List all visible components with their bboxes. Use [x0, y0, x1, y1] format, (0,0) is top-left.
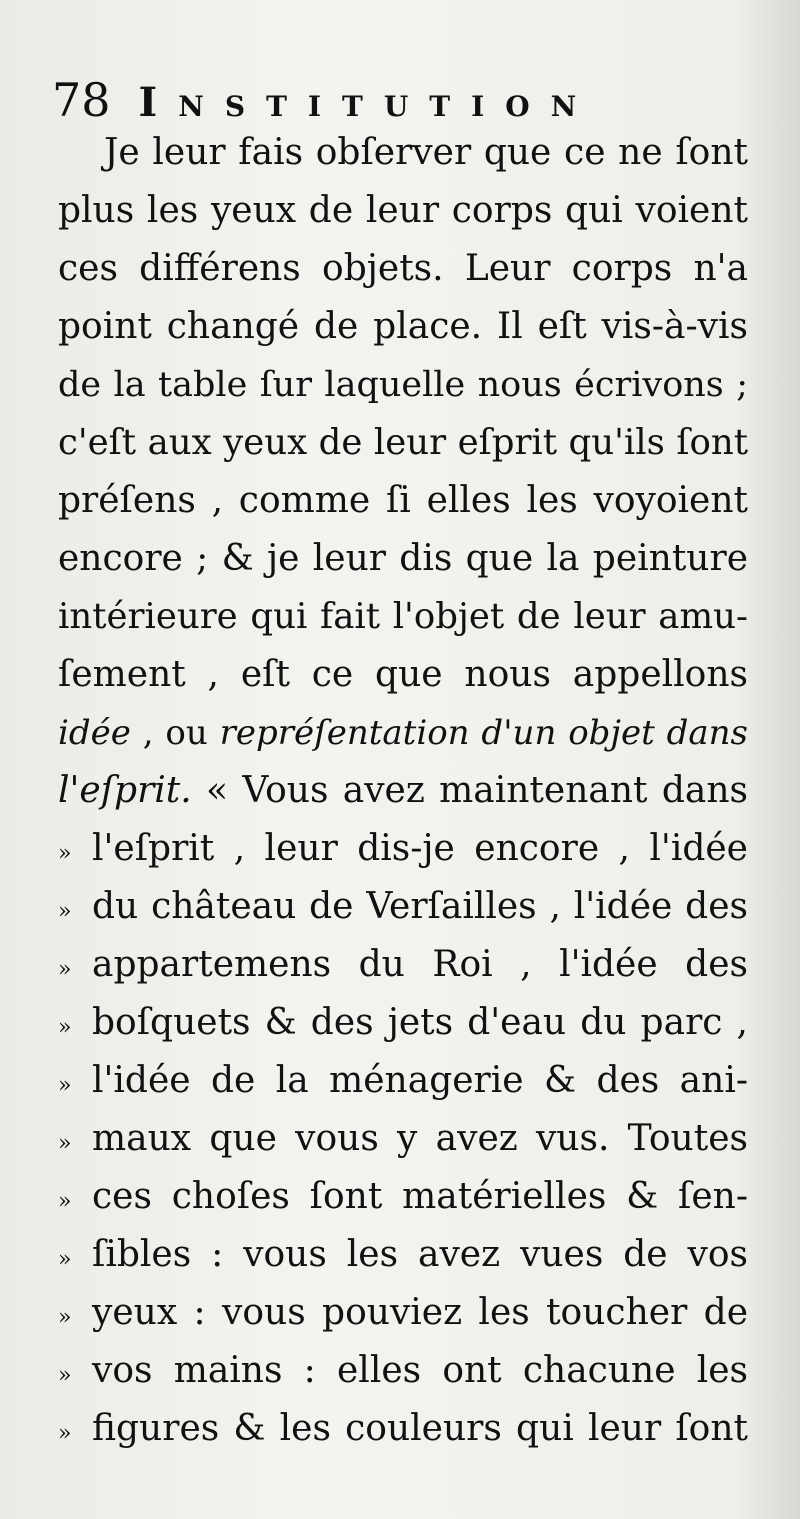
- line-text: [92, 1052, 748, 1110]
- text-line: [58, 182, 748, 240]
- guillemet-mark: »: [58, 1189, 72, 1214]
- roman-text: appartemens du Roi , l'idée des: [92, 944, 748, 985]
- line-text: [58, 298, 748, 356]
- line-text: [58, 356, 748, 414]
- italic-text: idée: [58, 713, 131, 753]
- line-text: [58, 762, 748, 820]
- roman-text: l'idée de la ménagerie & des ani-: [92, 1060, 748, 1101]
- text-line: [58, 1400, 748, 1458]
- text-line: [58, 588, 748, 646]
- line-text: [58, 530, 748, 588]
- roman-text: figures & les couleurs qui leur ſont: [92, 1408, 748, 1449]
- text-line: [58, 1226, 748, 1284]
- line-text: [58, 124, 748, 182]
- text-line: [58, 298, 748, 356]
- roman-text: ces différens objets. Leur corps n'a: [58, 248, 748, 289]
- roman-text: c'eſt aux yeux de leur eſprit qu'ils ſont: [58, 422, 748, 463]
- text-line: [58, 1052, 748, 1110]
- roman-text: du château de Verſailles , l'idée des: [92, 886, 748, 927]
- text-line: [58, 646, 748, 704]
- line-text: [92, 936, 748, 994]
- guillemet-mark: »: [58, 1131, 72, 1156]
- guillemet-mark: »: [58, 841, 72, 866]
- guillemet-mark: »: [58, 1421, 72, 1446]
- line-text: [92, 1284, 748, 1342]
- text-line: [58, 530, 748, 588]
- line-text: [58, 646, 748, 704]
- text-line: [58, 472, 748, 530]
- roman-text: ces choſes ſont matérielles & ſen-: [92, 1176, 748, 1217]
- line-text: [58, 588, 748, 646]
- text-line: [58, 414, 748, 472]
- roman-text: boſquets & des jets d'eau du parc ,: [92, 1002, 748, 1043]
- roman-text: de la table ſur laquelle nous écrivons ;: [58, 365, 748, 405]
- line-text: [92, 994, 748, 1052]
- guillemet-mark: »: [58, 1247, 72, 1272]
- text-line: [58, 820, 748, 878]
- roman-text: point changé de place. Il eſt vis-à-vis: [58, 306, 748, 347]
- text-line: [58, 240, 748, 298]
- text-line: [58, 762, 748, 820]
- line-text: [58, 240, 748, 298]
- running-head-title: Institution: [138, 79, 598, 126]
- body-text: [58, 124, 748, 1458]
- text-line: [58, 1284, 748, 1342]
- line-text: [92, 1400, 748, 1458]
- roman-text: ſement , eſt ce que nous appellons: [58, 654, 748, 695]
- italic-text: l'eſprit.: [58, 770, 192, 811]
- roman-text: ſibles : vous les avez vues de vos: [92, 1234, 748, 1275]
- line-text: [92, 878, 748, 936]
- line-text: [58, 472, 748, 530]
- line-text: [58, 182, 748, 240]
- text-line: [58, 1110, 748, 1168]
- italic-text: repréſentation d'un objet dans: [219, 713, 748, 753]
- roman-text: préſens , comme ſi elles les voyoient: [58, 480, 748, 521]
- line-text: [58, 414, 748, 472]
- line-text: [58, 704, 748, 762]
- guillemet-mark: »: [58, 957, 72, 982]
- guillemet-mark: »: [58, 1073, 72, 1098]
- text-line: [58, 878, 748, 936]
- running-head: [52, 68, 752, 132]
- roman-text: , ou: [130, 713, 220, 753]
- roman-text: intérieure qui fait l'objet de leur amu-: [58, 596, 748, 637]
- text-line: [58, 936, 748, 994]
- guillemet-mark: »: [58, 1015, 72, 1040]
- roman-text: « Vous avez maintenant dans: [191, 770, 748, 811]
- roman-text: vos mains : elles ont chacune les: [92, 1350, 748, 1391]
- line-text: [92, 1342, 748, 1400]
- roman-text: plus les yeux de leur corps qui voient: [58, 190, 748, 231]
- line-text: [92, 1168, 748, 1226]
- line-text: [92, 820, 748, 878]
- roman-text: encore ; & je leur dis que la peinture: [58, 538, 748, 579]
- guillemet-mark: »: [58, 899, 72, 924]
- text-line: [58, 356, 748, 414]
- line-text: [92, 1110, 748, 1168]
- text-line: [58, 994, 748, 1052]
- text-line: [58, 704, 748, 762]
- guillemet-mark: »: [58, 1363, 72, 1388]
- text-line: [58, 1168, 748, 1226]
- roman-text: l'eſprit , leur dis-je encore , l'idée: [92, 828, 748, 869]
- roman-text: Je leur fais obſerver que ce ne ſont: [104, 132, 748, 173]
- guillemet-mark: »: [58, 1305, 72, 1330]
- text-line: [58, 124, 748, 182]
- roman-text: maux que vous y avez vus. Toutes: [92, 1118, 748, 1159]
- page-number: 78: [52, 73, 111, 127]
- line-text: [92, 1226, 748, 1284]
- text-line: [58, 1342, 748, 1400]
- roman-text: yeux : vous pouviez les toucher de: [92, 1292, 748, 1333]
